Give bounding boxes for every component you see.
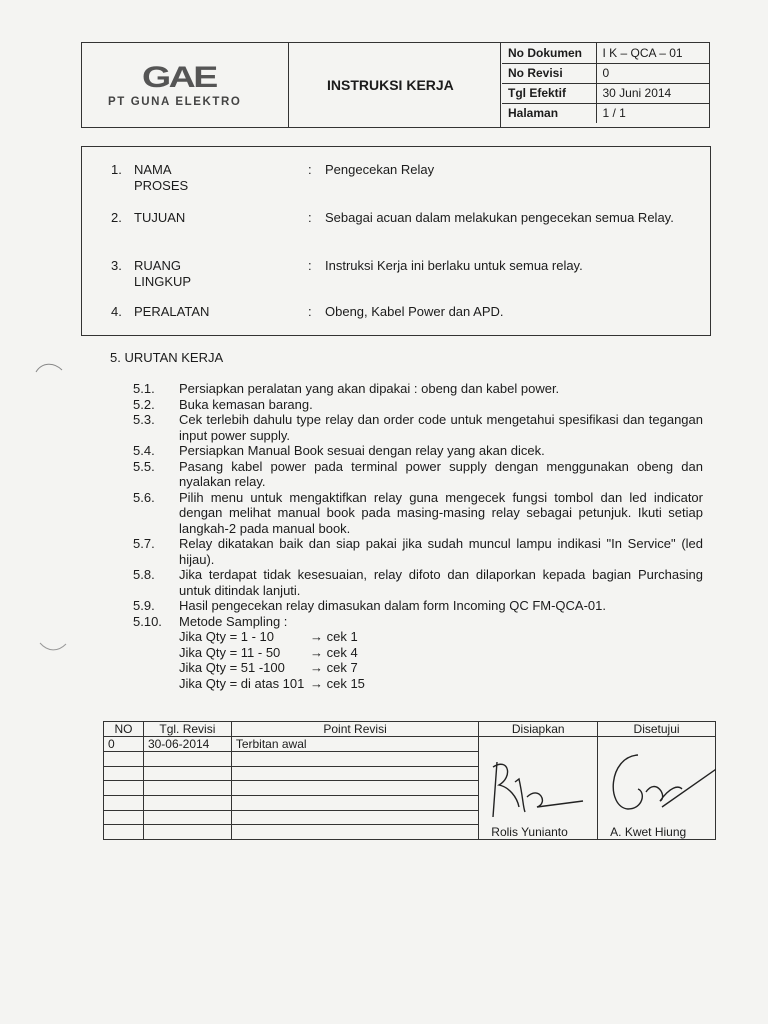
step-text: Cek terlebih dahulu type relay dan order code untuk mengetahui spesifikasi dan tegangan input power supply.: [179, 412, 703, 443]
step-text: Pasang kabel power pada terminal power supply dengan menggunakan obeng dan nyalakan relay.: [179, 458, 703, 489]
step-text: Relay dikatakan baik dan siap pakai jika sudah muncul lampu indikasi "In Service" (led hijau).: [179, 536, 703, 567]
sampling-row: [179, 676, 703, 692]
info-label: RUANG LINGKUP: [134, 258, 192, 289]
step-number: 5.4.: [133, 443, 155, 458]
sampling-qty: Jika Qty = 1 - 10: [179, 629, 275, 644]
info-value: Obeng, Kabel Power dan APD.: [325, 304, 504, 319]
company-name: PT GUNA ELEKTRO: [108, 96, 242, 108]
info-number: 4.: [111, 304, 122, 319]
sampling-qty: Jika Qty = 51 -100: [179, 660, 285, 675]
step-text: Persiapkan peralatan yang akan dipakai : obeng dan kabel power.: [179, 381, 560, 396]
info-colon: :: [308, 304, 312, 319]
info-value: Sebagai acuan dalam melakukan pengecekan semua Relay.: [325, 210, 674, 225]
info-label: NAMA PROSES: [134, 162, 189, 193]
step-item: [133, 614, 703, 630]
col-header-prepared: Disiapkan: [479, 722, 598, 737]
sampling-qty: Jika Qty = 11 - 50: [179, 644, 281, 660]
info-label: TUJUAN: [134, 210, 186, 225]
step-number: 5.6.: [133, 489, 155, 505]
meta-row: [502, 103, 709, 123]
info-value: Instruksi Kerja ini berlaku untuk semua relay.: [325, 258, 583, 273]
document-meta-table: [502, 43, 709, 123]
work-steps-list: [133, 381, 703, 691]
section-title-work-order: 5. URUTAN KERJA: [110, 350, 224, 365]
step-item: [133, 598, 703, 614]
col-header-date: Tgl. Revisi: [143, 722, 231, 737]
info-colon: :: [308, 210, 312, 225]
meta-label: No Revisi: [502, 63, 596, 83]
step-number: 5.3.: [133, 412, 155, 427]
cell-no: 0: [104, 737, 144, 752]
cell-point: Terbitan awal: [231, 737, 478, 752]
meta-row: [502, 83, 709, 103]
meta-value: 1 / 1: [602, 106, 626, 121]
meta-label: No Dokumen: [502, 43, 596, 63]
info-number: 3.: [111, 258, 122, 273]
sampling-check: → cek 1: [310, 629, 358, 644]
document-header: [81, 42, 710, 128]
process-info-box: [81, 146, 711, 336]
step-text: Persiapkan Manual Book sesuai dengan relay yang akan dicek.: [179, 443, 545, 458]
revision-table: [103, 721, 716, 840]
meta-value: I K – QCA – 01: [596, 43, 709, 63]
sampling-row: [179, 645, 703, 661]
step-number: 5.1.: [133, 381, 155, 396]
cell-date: 30-06-2014: [143, 737, 231, 752]
document-title: INSTRUKSI KERJA: [327, 77, 454, 93]
step-text: Jika terdapat tidak kesesuaian, relay difoto dan dilaporkan kepada bagian Purchasing untuk ditindak lanjuti.: [179, 567, 703, 598]
meta-value: 30 Juni 2014: [596, 83, 709, 103]
col-header-approved: Disetujui: [598, 722, 716, 737]
step-text: Pilih menu untuk mengaktifkan relay guna mengecek fungsi tombol dan led indicator dengan melihat manual book pada masing-masing relay sebagai petunjuk. Ikuti setiap langkah-2 pada manual book.: [179, 489, 703, 536]
col-header-no: NO: [104, 722, 144, 737]
sampling-list: [133, 629, 703, 691]
approved-signature: [598, 737, 716, 827]
approved-signature-cell: [598, 737, 716, 840]
scan-hole-mark-bottom: [38, 640, 68, 654]
sampling-check: → cek 15: [310, 675, 365, 691]
sampling-row: [179, 660, 703, 676]
info-value: Pengecekan Relay: [325, 162, 435, 177]
prepared-signature: [479, 737, 598, 827]
prepared-signature-cell: [479, 737, 598, 840]
step-text: Buka kemasan barang.: [179, 396, 313, 412]
col-header-point: Point Revisi: [231, 722, 478, 737]
sampling-check: → cek 4: [310, 644, 358, 660]
step-number: 5.5.: [133, 458, 155, 474]
step-item: [133, 443, 703, 459]
step-item: [133, 381, 703, 397]
sampling-qty: Jika Qty = di atas 101: [179, 675, 305, 691]
meta-row: [502, 63, 709, 83]
scan-hole-mark-top: [34, 360, 64, 374]
step-number: 5.2.: [133, 396, 155, 412]
meta-row: [502, 43, 709, 63]
table-row: [104, 737, 716, 752]
step-text: Metode Sampling :: [179, 613, 288, 629]
step-item: [133, 536, 703, 567]
logo-cell: [82, 43, 289, 127]
info-number: 1.: [111, 162, 122, 177]
step-item: [133, 490, 703, 537]
title-cell: [289, 43, 501, 127]
info-colon: :: [308, 162, 312, 177]
step-item: [133, 397, 703, 413]
step-item: [133, 459, 703, 490]
meta-label: Tgl Efektif: [502, 83, 596, 103]
step-number: 5.9.: [133, 598, 155, 613]
info-label: PERALATAN: [134, 304, 210, 319]
step-text: Hasil pengecekan relay dimasukan dalam form Incoming QC FM-QCA-01.: [179, 598, 607, 613]
company-logo: GAE: [142, 61, 216, 94]
meta-label: Halaman: [502, 103, 596, 123]
sampling-row: [179, 629, 703, 645]
step-number: 5.8.: [133, 567, 155, 582]
prepared-by-name: Rolis Yunianto: [491, 825, 568, 839]
sampling-check: → cek 7: [310, 660, 358, 675]
info-colon: :: [308, 258, 312, 273]
revision-header-row: [104, 722, 716, 737]
info-number: 2.: [111, 210, 122, 225]
step-number: 5.7.: [133, 536, 155, 551]
step-number: 5.10.: [133, 613, 162, 629]
step-item: [133, 412, 703, 443]
approved-by-name: A. Kwet Hiung: [610, 825, 687, 839]
step-item: [133, 567, 703, 598]
meta-value: 0: [596, 63, 709, 83]
